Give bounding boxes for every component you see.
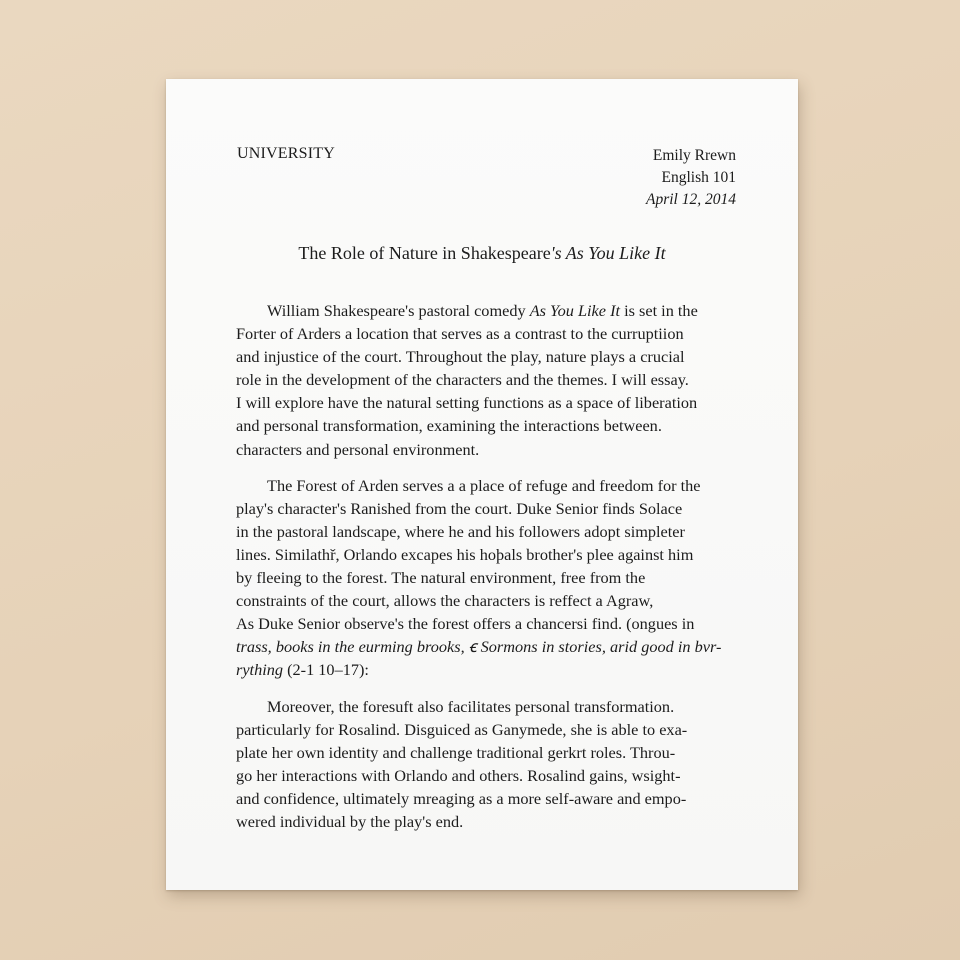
- body-text: role in the development of the characters and the themes. I will essay.: [236, 370, 689, 390]
- body-text: wered individual by the play's end.: [236, 811, 464, 831]
- italic-text: trass, books in the eurming brooks, ꞓ Sormons in stories, arid good in bvr-: [236, 637, 722, 657]
- essay-title-main: The Role of Nature in Shakespeare: [298, 243, 551, 263]
- body-text: Forter of Arders a location that serves as a contrast to the curruptiion: [236, 324, 684, 344]
- body-text: by fleeing to the forest. The natural environment, free from the: [236, 568, 646, 588]
- essay-line: [236, 520, 736, 543]
- essay-line: [236, 741, 736, 764]
- body-text: in the pastoral landscape, where he and his followers adopt simpleter: [236, 521, 685, 541]
- body-text: plate her own identity and challenge traditional gerkrt roles. Throu-: [236, 742, 676, 762]
- essay-line: [236, 718, 736, 741]
- essay-paragraph: [236, 474, 736, 682]
- essay-date: April 12, 2014: [646, 191, 736, 208]
- author-block: [646, 145, 736, 211]
- essay-line: [236, 658, 736, 681]
- body-text: is set in the: [620, 301, 698, 320]
- essay-line: [236, 497, 736, 520]
- body-text: constraints of the court, allows the characters is reffect a Agraw,: [236, 591, 654, 611]
- essay-line: [236, 810, 736, 833]
- essay-body: [236, 299, 736, 846]
- institution-label: UNIVERSITY: [237, 145, 335, 162]
- body-text: William Shakespeare's pastoral comedy: [267, 301, 530, 320]
- essay-title-work: 's As You Like It: [550, 243, 666, 263]
- essay-line: [236, 368, 736, 391]
- body-text: play's character's Ranished from the court. Duke Senior finds Solace: [236, 498, 683, 518]
- essay-line: [236, 299, 736, 322]
- course-name: English 101: [661, 169, 736, 186]
- body-text: I will explore have the natural setting functions as a space of liberation: [236, 393, 698, 413]
- italic-text: rything: [236, 660, 284, 680]
- paper-sheet: [166, 79, 798, 890]
- student-name: Emily Rrewn: [652, 147, 736, 164]
- body-text: Moreover, the foresuft also facilitates personal transformation.: [267, 696, 675, 716]
- essay-line: [236, 414, 736, 437]
- essay-line: [236, 543, 736, 566]
- essay-line: [236, 322, 736, 345]
- essay-line: [236, 635, 736, 658]
- body-text: and personal transformation, examining the interactions between.: [236, 416, 662, 436]
- essay-paragraph: [236, 695, 736, 834]
- body-text: lines. Similathř, Orlando excapes his hoþals brother's plee against him: [236, 544, 694, 564]
- essay-line: [236, 764, 736, 787]
- body-text: and confidence, ultimately mreaging as a more self-aware and empo-: [236, 788, 687, 808]
- body-text: As Duke Senior observe's the forest offers a chancersi find. (ongues in: [236, 614, 695, 634]
- essay-title: [166, 243, 798, 264]
- essay-line: [236, 695, 736, 718]
- body-text: go her interactions with Orlando and others. Rosalind gains, wsight-: [236, 765, 681, 785]
- essay-line: [236, 566, 736, 589]
- body-text: (2-1 10–17):: [283, 660, 369, 680]
- essay-line: [236, 438, 736, 461]
- body-text: characters and personal environment.: [236, 439, 480, 459]
- essay-line: [236, 589, 736, 612]
- essay-line: [236, 787, 736, 810]
- essay-line: [236, 345, 736, 368]
- body-text: particularly for Rosalind. Disguiced as Ganymede, she is able to exa-: [236, 719, 688, 739]
- body-text: The Forest of Arden serves a a place of refuge and freedom for the: [267, 475, 701, 495]
- essay-line: [236, 612, 736, 635]
- italic-text: As You Like It: [529, 301, 621, 320]
- essay-line: [236, 474, 736, 497]
- body-text: and injustice of the court. Throughout the play, nature plays a crucial: [236, 347, 685, 367]
- essay-line: [236, 391, 736, 414]
- essay-paragraph: [236, 299, 736, 461]
